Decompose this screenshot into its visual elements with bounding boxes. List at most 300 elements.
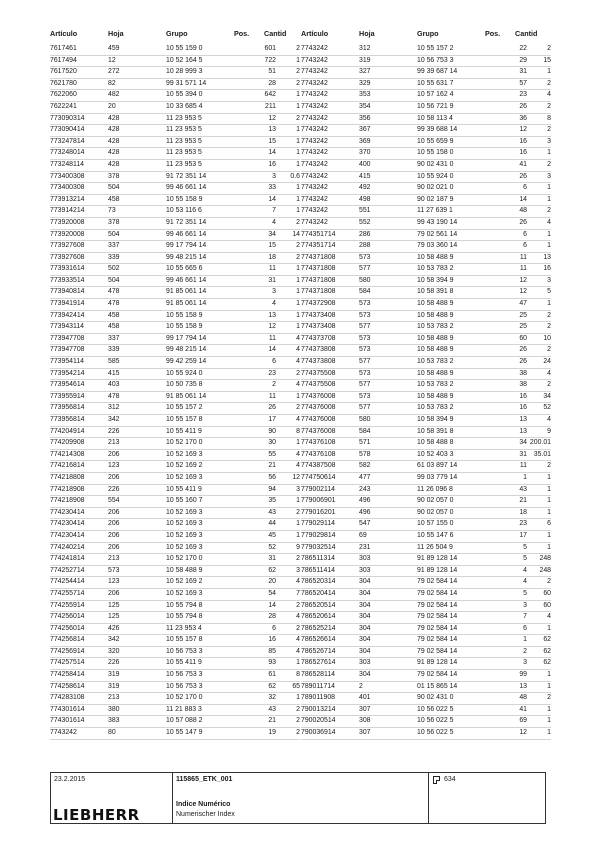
cell-pos: 20 [268, 578, 276, 586]
cell-cantid: 4 [296, 636, 300, 644]
cell-articulo: 774373708 [301, 334, 336, 342]
cell-cantid: 1 [296, 311, 300, 319]
cell-grupo: 10 52 169 3 [166, 543, 203, 551]
cell-grupo: 99 46 661 14 [166, 276, 207, 284]
cell-grupo: 11 23 953 5 [166, 126, 202, 134]
cell-articulo: 7743242 [301, 149, 328, 157]
cell-pos: 13 [519, 416, 527, 423]
cell-hoja: 369 [359, 137, 371, 145]
cell-articulo: 774256814 [50, 636, 85, 644]
cell-grupo: 10 55 159 0 [166, 45, 203, 52]
cell-cantid: 1 [547, 717, 551, 725]
table-row [301, 543, 551, 555]
table-row [301, 658, 551, 670]
cell-cantid: 1 [547, 729, 551, 737]
cell-cantid: 2 [547, 381, 551, 389]
cell-cantid: 1 [547, 149, 551, 157]
cell-pos: 61 [268, 671, 276, 679]
table-row [50, 206, 300, 218]
cell-hoja: 482 [108, 91, 120, 99]
cell-articulo: 773956814 [50, 404, 85, 412]
cell-hoja: 213 [108, 694, 120, 702]
cell-articulo: 7743242 [301, 68, 328, 76]
cell-pos: 90 [268, 427, 276, 435]
table-row [301, 276, 551, 288]
cell-pos: 14 [268, 346, 276, 354]
cell-grupo: 10 58 488 8 [417, 439, 454, 447]
cell-grupo: 10 28 999 3 [166, 68, 203, 76]
table-row [50, 56, 300, 68]
cell-cantid: 4 [296, 381, 300, 389]
cell-articulo: 7743242 [301, 45, 328, 52]
cell-pos: 26 [519, 102, 527, 110]
cell-hoja: 329 [359, 79, 371, 87]
table-row [301, 357, 551, 369]
cell-hoja: 477 [359, 473, 371, 481]
table-row [50, 658, 300, 670]
cell-articulo: 773947708 [50, 346, 85, 354]
cell-pos: 13 [268, 311, 276, 319]
cell-cantid: 1 [547, 543, 551, 551]
table-row [301, 519, 551, 531]
cell-grupo: 10 55 160 7 [166, 497, 203, 505]
cell-cantid: 2 [296, 729, 300, 737]
cell-grupo: 10 58 391 8 [417, 427, 454, 435]
table-row [301, 554, 551, 566]
table-row [301, 287, 551, 299]
table-row [301, 137, 551, 149]
cell-hoja: 580 [359, 416, 371, 423]
cell-articulo: 774258414 [50, 671, 85, 679]
cell-grupo: 10 53 783 2 [417, 404, 454, 412]
cell-pos: 15 [268, 137, 276, 145]
cell-grupo: 10 55 157 2 [166, 404, 203, 412]
cell-grupo: 90 02 187 9 [417, 195, 454, 203]
table-row [50, 473, 300, 485]
cell-pos: 60 [519, 334, 527, 342]
cell-hoja: 578 [359, 450, 371, 458]
cell-cantid: 3 [547, 137, 551, 145]
cell-hoja: 125 [108, 613, 120, 621]
cell-pos: 26 [519, 218, 527, 226]
cell-pos: 41 [519, 160, 527, 168]
cell-hoja: 319 [108, 671, 120, 679]
cell-hoja: 20 [108, 102, 116, 110]
cell-grupo: 79 02 561 14 [417, 230, 458, 238]
cell-hoja: 428 [108, 160, 120, 168]
cell-pos: 19 [268, 729, 276, 737]
cell-grupo: 79 02 584 14 [417, 613, 458, 621]
cell-articulo: 7622060 [50, 91, 77, 99]
cell-pos: 13 [268, 126, 276, 134]
cell-grupo: 11 23 953 5 [166, 114, 202, 122]
cell-hoja: 502 [108, 265, 120, 273]
cell-pos: 18 [268, 253, 276, 261]
cell-pos: 14 [268, 601, 276, 609]
table-row [50, 380, 300, 392]
cell-cantid: 1 [296, 126, 300, 134]
cell-hoja: 213 [108, 555, 120, 563]
cell-articulo: 786511314 [301, 555, 335, 563]
cell-articulo: 773400308 [50, 184, 85, 192]
cell-hoja: 339 [108, 253, 120, 261]
cell-articulo: 774283108 [50, 694, 85, 702]
cell-grupo: 91 89 128 14 [417, 566, 458, 574]
cell-hoja: 577 [359, 323, 371, 331]
cell-articulo: 773956814 [50, 416, 85, 423]
cell-cantid: 2 [296, 242, 300, 250]
cell-articulo: 7743242 [50, 729, 77, 737]
table-row [50, 531, 300, 543]
cell-articulo: 779032514 [301, 543, 336, 551]
cell-articulo: 774387508 [301, 462, 336, 470]
cell-cantid: 4 [547, 218, 551, 226]
cell-pos: 22 [519, 45, 527, 52]
cell-articulo: 773090314 [50, 114, 85, 122]
cell-hoja: 459 [108, 45, 120, 52]
index-table-left [50, 44, 300, 740]
cell-hoja: 573 [359, 300, 371, 308]
table-row [50, 612, 300, 624]
cell-articulo: 773954614 [50, 381, 85, 389]
cell-pos: 36 [519, 114, 527, 122]
cell-hoja: 383 [108, 717, 120, 725]
cell-grupo: 99 48 215 14 [166, 253, 207, 261]
cell-articulo: 786525214 [301, 624, 336, 632]
table-row [50, 114, 300, 126]
cell-articulo: 786526714 [301, 647, 336, 655]
cell-pos: 57 [519, 79, 527, 87]
cell-hoja: 571 [359, 439, 371, 447]
footer-title-cell [172, 773, 428, 823]
cell-grupo: 91 89 128 14 [417, 659, 458, 667]
cell-cantid: 2 [547, 160, 551, 168]
cell-hoja: 231 [359, 543, 371, 551]
cell-hoja: 337 [108, 242, 120, 250]
cell-grupo: 99 46 661 14 [166, 184, 207, 192]
table-row [50, 276, 300, 288]
cell-grupo: 10 58 394 9 [417, 276, 454, 284]
cell-cantid: 1 [547, 195, 551, 203]
cell-pos: 93 [268, 659, 276, 667]
cell-cantid: 1 [296, 392, 300, 400]
table-row [50, 705, 300, 717]
cell-grupo: 10 56 753 3 [417, 56, 454, 64]
cell-articulo: 774375508 [301, 381, 336, 389]
cell-pos: 4 [523, 566, 527, 574]
cell-articulo: 7617520 [50, 68, 77, 76]
cell-pos: 16 [268, 160, 276, 168]
table-row [50, 137, 300, 149]
cell-cantid: 2 [296, 705, 300, 713]
table-row [301, 44, 551, 56]
cell-grupo: 10 52 170 0 [166, 555, 203, 563]
table-row [50, 624, 300, 636]
cell-cantid: 4 [547, 91, 551, 99]
cell-hoja: 573 [359, 253, 371, 261]
cell-grupo: 11 23 953 4 [166, 624, 202, 632]
cell-hoja: 492 [359, 184, 371, 192]
cell-articulo: 774375508 [301, 369, 336, 377]
cell-grupo: 10 53 116 6 [166, 207, 202, 215]
table-row [50, 566, 300, 578]
cell-cantid: 1 [547, 230, 551, 238]
footer-title-de: Numerischer Index [176, 811, 235, 818]
cell-cantid: 1 [296, 497, 300, 505]
cell-hoja: 428 [108, 137, 120, 145]
table-row [50, 496, 300, 508]
cell-grupo: 10 55 659 9 [417, 137, 454, 145]
cell-hoja: 304 [359, 589, 371, 597]
cell-grupo: 99 03 779 14 [417, 473, 458, 481]
cell-grupo: 10 58 488 9 [166, 566, 203, 574]
table-row [50, 218, 300, 230]
cell-hoja: 403 [108, 381, 120, 389]
cell-cantid: 35.01 [533, 450, 551, 458]
cell-hoja: 428 [108, 149, 120, 157]
table-row [50, 299, 300, 311]
page-icon [433, 776, 440, 784]
cell-cantid: 2 [296, 253, 300, 261]
cell-pos: 12 [519, 126, 527, 134]
cell-pos: 31 [519, 68, 527, 76]
cell-cantid: 1 [547, 705, 551, 713]
cell-cantid: 2 [296, 79, 300, 87]
footer-date: 23.2.2015 [54, 776, 86, 783]
table-row [301, 322, 551, 334]
cell-grupo: 10 56 753 3 [166, 682, 203, 690]
cell-pos: 11 [519, 265, 527, 273]
cell-pos: 6 [272, 358, 276, 366]
cell-pos: 3 [523, 659, 527, 667]
cell-grupo: 11 23 953 5 [166, 149, 202, 157]
cell-grupo: 10 58 488 9 [417, 369, 454, 377]
table-row [301, 438, 551, 450]
cell-pos: 48 [519, 694, 527, 702]
cell-grupo: 10 58 488 9 [417, 300, 454, 308]
cell-articulo: 773941914 [50, 300, 85, 308]
table-row [301, 195, 551, 207]
table-row [50, 577, 300, 589]
cell-cantid: 15 [543, 56, 551, 64]
cell-cantid: 52 [543, 404, 551, 412]
cell-grupo: 10 52 164 5 [166, 56, 203, 64]
cell-articulo: 774241814 [50, 555, 85, 563]
header-cantid: Cantid [515, 29, 538, 38]
cell-hoja: 226 [108, 427, 120, 435]
table-row [50, 369, 300, 381]
table-row [301, 670, 551, 682]
cell-articulo: 774371808 [301, 276, 336, 284]
cell-hoja: 206 [108, 520, 120, 528]
index-table-right [301, 44, 551, 740]
cell-hoja: 286 [359, 230, 371, 238]
table-row [50, 334, 300, 346]
cell-hoja: 585 [108, 358, 120, 366]
cell-hoja: 580 [359, 276, 371, 284]
cell-grupo: 91 72 351 14 [166, 172, 207, 180]
table-row [301, 345, 551, 357]
cell-hoja: 552 [359, 218, 371, 226]
cell-articulo: 774209908 [50, 439, 85, 447]
cell-cantid: 2 [547, 79, 551, 87]
cell-pos: 6 [523, 184, 527, 192]
cell-hoja: 577 [359, 265, 371, 273]
cell-grupo: 10 56 022 5 [417, 705, 454, 713]
cell-cantid: 200.01 [529, 439, 551, 447]
cell-cantid: 9 [547, 427, 551, 435]
table-row [301, 148, 551, 160]
cell-pos: 11 [268, 265, 276, 273]
cell-hoja: 80 [108, 729, 116, 737]
cell-cantid: 1 [547, 184, 551, 192]
cell-grupo: 79 02 584 14 [417, 578, 458, 586]
cell-hoja: 304 [359, 647, 371, 655]
cell-cantid: 1 [547, 242, 551, 250]
cell-grupo: 90 02 431 0 [417, 694, 454, 702]
cell-cantid: 2 [547, 694, 551, 702]
cell-pos: 11 [519, 253, 527, 261]
table-row [50, 589, 300, 601]
cell-hoja: 206 [108, 508, 120, 516]
cell-hoja: 401 [359, 694, 371, 702]
cell-articulo: 786511414 [301, 566, 335, 574]
cell-grupo: 99 46 661 14 [166, 230, 207, 238]
cell-articulo: 774371808 [301, 265, 336, 273]
cell-pos: 52 [268, 543, 276, 551]
table-row [301, 485, 551, 497]
cell-pos: 38 [519, 369, 527, 377]
cell-hoja: 496 [359, 497, 371, 505]
cell-articulo: 773942414 [50, 311, 85, 319]
cell-grupo: 99 39 687 14 [417, 68, 458, 76]
cell-cantid: 1 [547, 624, 551, 632]
cell-cantid: 34 [543, 392, 551, 400]
table-row [301, 716, 551, 728]
table-row [50, 682, 300, 694]
table-row [50, 728, 300, 740]
cell-grupo: 91 72 351 14 [166, 218, 207, 226]
footer-title-es: Indice Numérico [176, 801, 231, 808]
table-row [50, 241, 300, 253]
cell-hoja: 319 [359, 56, 371, 64]
cell-hoja: 342 [108, 636, 120, 644]
cell-articulo: 774256914 [50, 647, 85, 655]
cell-hoja: 380 [108, 705, 120, 713]
cell-articulo: 774750614 [301, 473, 336, 481]
cell-articulo: 774373808 [301, 346, 336, 354]
cell-hoja: 243 [359, 485, 371, 493]
cell-articulo: 773248014 [50, 149, 85, 157]
cell-grupo: 10 58 391 8 [417, 288, 454, 296]
cell-cantid: 2 [296, 555, 300, 563]
cell-hoja: 304 [359, 578, 371, 586]
cell-grupo: 10 53 783 2 [417, 265, 454, 273]
cell-hoja: 73 [108, 207, 116, 215]
cell-articulo: 779029114 [301, 520, 335, 528]
cell-cantid: 62 [543, 647, 551, 655]
cell-hoja: 547 [359, 520, 371, 528]
cell-pos: 601 [264, 45, 276, 52]
cell-articulo: 774252714 [50, 566, 85, 574]
cell-articulo: 774372908 [301, 300, 336, 308]
cell-hoja: 458 [108, 323, 120, 331]
cell-hoja: 304 [359, 601, 371, 609]
cell-cantid: 3 [296, 485, 300, 493]
table-row [301, 230, 551, 242]
table-row [50, 693, 300, 705]
cell-articulo: 774351714 [301, 230, 336, 238]
table-row [301, 241, 551, 253]
cell-cantid: 2 [296, 717, 300, 725]
cell-articulo: 773955914 [50, 392, 85, 400]
table-row [301, 334, 551, 346]
cell-articulo: 774301614 [50, 705, 85, 713]
cell-hoja: 504 [108, 230, 120, 238]
cell-hoja: 577 [359, 404, 371, 412]
cell-pos: 29 [519, 56, 527, 64]
cell-cantid: 4 [547, 613, 551, 621]
table-row [301, 311, 551, 323]
cell-cantid: 1 [547, 682, 551, 690]
cell-hoja: 123 [108, 462, 120, 470]
cell-cantid: 4 [296, 450, 300, 458]
cell-cantid: 12 [292, 473, 300, 481]
cell-cantid: 24 [543, 358, 551, 366]
cell-pos: 48 [519, 207, 527, 215]
cell-pos: 28 [268, 79, 276, 87]
cell-hoja: 226 [108, 659, 120, 667]
footer-page: 634 [444, 776, 456, 783]
cell-pos: 6 [272, 624, 276, 632]
cell-cantid: 2 [296, 624, 300, 632]
cell-grupo: 11 27 639 1 [417, 207, 453, 215]
table-row [301, 380, 551, 392]
table-row [50, 195, 300, 207]
cell-hoja: 504 [108, 276, 120, 284]
cell-articulo: 773400308 [50, 172, 85, 180]
cell-articulo: 773090414 [50, 126, 85, 134]
cell-pos: 26 [519, 358, 527, 366]
liebherr-logo: LIEBHERR [53, 806, 140, 824]
cell-articulo: 786526614 [301, 636, 336, 644]
cell-articulo: 7743242 [301, 91, 328, 99]
cell-pos: 642 [264, 91, 276, 99]
cell-pos: 47 [519, 300, 527, 308]
cell-hoja: 370 [359, 149, 371, 157]
cell-grupo: 10 55 411 9 [166, 659, 202, 667]
cell-grupo: 10 55 158 9 [166, 311, 203, 319]
cell-grupo: 90 02 431 0 [417, 160, 454, 168]
header-pos: Pos. [234, 29, 250, 38]
cell-pos: 4 [272, 218, 276, 226]
table-row [301, 90, 551, 102]
cell-cantid: 1 [547, 68, 551, 76]
cell-hoja: 573 [359, 392, 371, 400]
cell-grupo: 11 26 504 9 [417, 543, 453, 551]
cell-grupo: 10 57 155 0 [417, 520, 454, 528]
table-row [301, 79, 551, 91]
table-row [301, 392, 551, 404]
cell-cantid: 2 [296, 404, 300, 412]
table-row [301, 415, 551, 427]
cell-articulo: 774218908 [50, 485, 85, 493]
cell-grupo: 91 85 061 14 [166, 392, 207, 400]
cell-pos: 51 [268, 68, 276, 76]
cell-grupo: 99 43 190 14 [417, 218, 458, 226]
cell-grupo: 10 55 924 0 [166, 369, 203, 377]
cell-pos: 34 [519, 439, 527, 447]
